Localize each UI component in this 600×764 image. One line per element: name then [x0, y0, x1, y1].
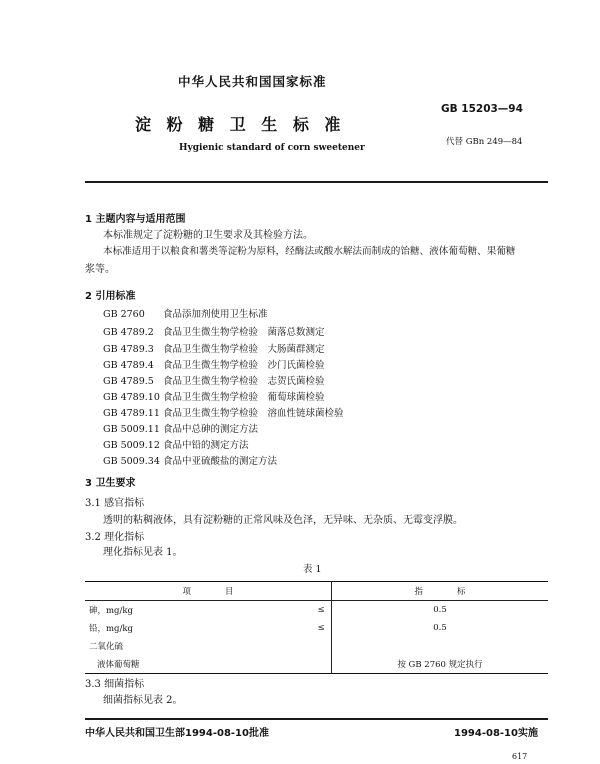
issuing-authority: 中华人民共和国国家标准 [178, 74, 327, 89]
row-value: 按 GB 2760 规定执行 [332, 655, 549, 674]
reference-item [103, 389, 325, 403]
reference-item [103, 405, 344, 419]
reference-code: GB 4789.3 [103, 344, 154, 355]
section-3-1-text: 透明的粘稠液体，具有淀粉糖的正常风味及色泽，无异味、无杂质、无霉变浮膜。 [103, 515, 463, 526]
section-3-heading: 3 卫生要求 [85, 478, 136, 489]
row-value: 0.5 [332, 619, 549, 637]
reference-title: 食品卫生微生物学检验 大肠菌群测定 [163, 344, 325, 355]
table-header-row [85, 582, 548, 601]
reference-item [103, 306, 268, 320]
reference-title: 食品中铅的测定方法 [163, 440, 249, 451]
table-row [85, 637, 548, 655]
reference-code: GB 5009.11 [103, 424, 160, 435]
section-1-heading: 1 主题内容与适用范围 [85, 214, 186, 225]
section-3-1-heading: 3.1 感官指标 [85, 498, 145, 509]
section-2-heading: 2 引用标准 [85, 291, 136, 302]
footer-rule [85, 718, 548, 720]
reference-title: 食品添加剂使用卫生标准 [163, 309, 268, 320]
reference-code: GB 4789.5 [103, 376, 154, 387]
row-operator: ≤ [317, 623, 325, 633]
section-3-2-text: 理化指标见表 1。 [103, 547, 183, 558]
row-item: 砷，mg/kg [89, 606, 133, 616]
reference-title: 食品卫生微生物学检验 志贺氏菌检验 [163, 376, 325, 387]
section-1-paragraph-2: 本标准适用于以粮食和薯类等淀粉为原料，经酶法或酸水解法而制成的饴糖、液体葡萄糖、果葡糖 [103, 246, 516, 257]
reference-code: GB 5009.12 [103, 440, 160, 451]
reference-item [103, 357, 325, 371]
reference-title: 食品中亚硫酸盐的测定方法 [163, 456, 278, 467]
section-3-3-text: 细菌指标见表 2。 [103, 695, 183, 706]
reference-title: 食品卫生微生物学检验 沙门氏菌检验 [163, 360, 325, 371]
reference-item [103, 341, 325, 355]
table-caption: 表 1 [303, 564, 322, 575]
reference-code: GB 4789.11 [103, 408, 160, 419]
table-row [85, 619, 548, 637]
reference-title: 食品卫生微生物学检验 菌落总数测定 [163, 327, 325, 338]
row-value: 0.5 [332, 601, 549, 620]
reference-item [103, 373, 325, 387]
row-operator [311, 637, 332, 655]
reference-code: GB 5009.34 [103, 456, 160, 467]
reference-item [103, 421, 258, 435]
header-rule [85, 181, 548, 183]
reference-title: 食品中总砷的测定方法 [163, 424, 259, 435]
section-1-paragraph-1: 本标准规定了淀粉糖的卫生要求及其检验方法。 [103, 230, 313, 241]
row-item: 铅，mg/kg [89, 624, 133, 634]
reference-title: 食品卫生微生物学检验 溶血性链球菌检验 [163, 408, 344, 419]
replaces-standard: 代替 GBn 249—84 [446, 137, 523, 147]
section-1-paragraph-2-cont: 浆等。 [85, 264, 115, 275]
row-value [332, 637, 549, 655]
gb-number: GB 15203—94 [441, 103, 523, 115]
page-number: 617 [512, 752, 528, 761]
reference-code: GB 2760 [103, 309, 145, 320]
reference-item [103, 437, 249, 451]
reference-item [103, 453, 277, 467]
english-title: Hygienic standard of corn sweetener [179, 143, 365, 153]
physicochemical-table [85, 581, 548, 674]
effective-date: 1994-08-10实施 [454, 728, 538, 739]
reference-code: GB 4789.2 [103, 327, 154, 338]
reference-item [103, 324, 325, 338]
section-3-2-heading: 3.2 理化指标 [85, 532, 145, 543]
row-item: 液体葡萄糖 [97, 660, 140, 670]
reference-title: 食品卫生微生物学检验 葡萄球菌检验 [163, 392, 325, 403]
column-header-item: 项 目 [182, 587, 234, 597]
reference-code: GB 4789.4 [103, 360, 154, 371]
row-operator [311, 655, 332, 674]
table-row [85, 655, 548, 674]
standard-title: 淀 粉 糖 卫 生 标 准 [135, 115, 346, 134]
table-row [85, 601, 548, 620]
section-3-3-heading: 3.3 细菌指标 [85, 679, 145, 690]
row-item: 二氧化硫 [89, 642, 124, 652]
reference-code: GB 4789.10 [103, 392, 160, 403]
approval-line: 中华人民共和国卫生部1994-08-10批准 [85, 728, 269, 739]
row-operator: ≤ [317, 605, 325, 615]
column-header-index: 指 标 [332, 582, 549, 601]
